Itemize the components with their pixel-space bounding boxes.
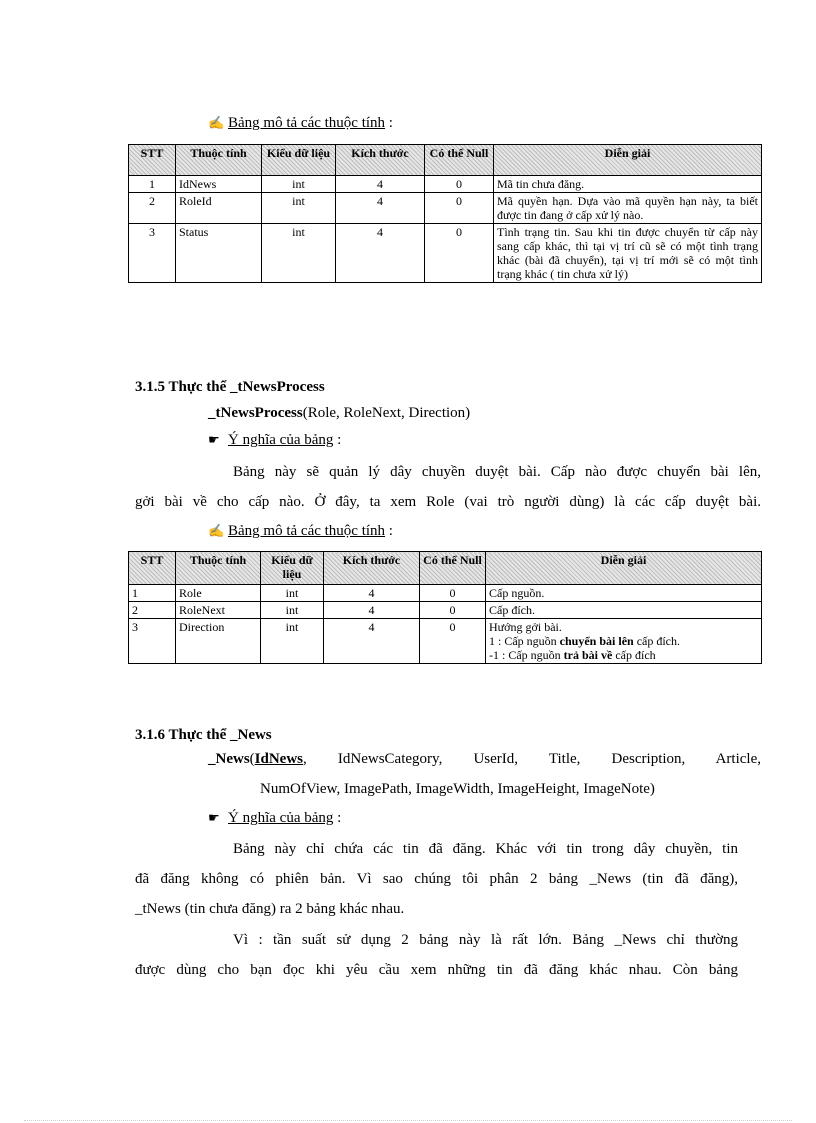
cell-description	[486, 619, 762, 664]
table-header-row	[129, 145, 762, 176]
attributes-table-1	[128, 144, 762, 283]
cell-size: 4	[336, 176, 425, 193]
cell-stt: 1	[129, 585, 176, 602]
attributes-table-2	[128, 551, 762, 664]
direction-desc-line: Hướng gởi bài.	[489, 620, 562, 634]
cell-nullable: 0	[425, 176, 494, 193]
cell-nullable: 0	[420, 602, 486, 619]
section-3-1-6-heading: 3.1.6 Thực thể _News	[135, 727, 272, 743]
cell-stt: 3	[129, 224, 176, 283]
cell-description: Cấp nguồn.	[486, 585, 762, 602]
direction-desc-line: -1 : Cấp nguồn trả bài về cấp đích	[489, 648, 656, 662]
page-bottom-rule	[24, 1120, 792, 1121]
pointing-hand-icon: ☛	[208, 432, 220, 447]
meaning-caption-1: ☛ Ý nghĩa của bảng :	[208, 432, 342, 448]
table-row	[129, 602, 762, 619]
header-size: Kích thước	[336, 145, 425, 176]
header-datatype: Kiểu dữ liệu	[262, 145, 336, 176]
cell-attribute: Status	[176, 224, 262, 283]
cell-datatype: int	[261, 585, 324, 602]
table-row	[129, 193, 762, 224]
cell-attribute: RoleNext	[176, 602, 261, 619]
header-stt: STT	[129, 145, 176, 176]
cell-size: 4	[324, 585, 420, 602]
section-3-1-5-heading: 3.1.5 Thực thể _tNewsProcess	[135, 379, 325, 395]
header-size: Kích thước	[324, 552, 420, 585]
header-description: Diễn giải	[494, 145, 762, 176]
entity-fields: , IdNewsCategory, UserId, Title, Description, Article,	[303, 751, 761, 767]
table-row	[129, 224, 762, 283]
cell-nullable: 0	[425, 224, 494, 283]
writing-hand-icon: ✍	[208, 523, 225, 538]
header-description: Diễn giải	[486, 552, 762, 585]
cell-stt: 2	[129, 193, 176, 224]
cell-size: 4	[336, 193, 425, 224]
entity-signature	[208, 398, 470, 428]
cell-datatype: int	[262, 193, 336, 224]
header-attribute: Thuộc tính	[176, 145, 262, 176]
paragraph-line: Bảng này chỉ chứa các tin đã đăng. Khác với tin trong dây chuyền, tin	[233, 841, 738, 857]
entity-fields: (Role, RoleNext, Direction)	[302, 405, 471, 421]
meaning-label: Ý nghĩa của bảng	[228, 432, 334, 448]
direction-desc-line: 1 : Cấp nguồn chuyển bài lên cấp đích.	[489, 634, 680, 648]
pointing-hand-icon: ☛	[208, 810, 220, 825]
paragraph-line: gởi bài về cho cấp nào. Ở đây, ta xem Role (vai trò người dùng) là các cấp duyệt bài.	[135, 494, 761, 510]
entity-name: _tNewsProcess	[208, 405, 303, 421]
cell-size: 4	[336, 224, 425, 283]
header-datatype: Kiểu dữ liệu	[261, 552, 324, 585]
cell-datatype: int	[261, 602, 324, 619]
entity-name: _News	[208, 751, 250, 767]
cell-nullable: 0	[425, 193, 494, 224]
cell-attribute: IdNews	[176, 176, 262, 193]
paragraph-line: Bảng này sẽ quản lý dây chuyền duyệt bài. Cấp nào được chuyển bài lên,	[233, 464, 761, 480]
table1-caption: ✍ Bảng mô tả các thuộc tính :	[208, 115, 393, 131]
cell-datatype: int	[261, 619, 324, 664]
cell-nullable: 0	[420, 585, 486, 602]
paragraph-line: Vì : tần suất sử dụng 2 bảng này là rất lớn. Bảng _News chỉ thường	[233, 932, 738, 948]
writing-hand-icon: ✍	[208, 115, 225, 130]
cell-description: Cấp đích.	[486, 602, 762, 619]
header-nullable: Có thể Null	[425, 145, 494, 176]
cell-size: 4	[324, 619, 420, 664]
cell-stt: 1	[129, 176, 176, 193]
cell-description: Mã tin chưa đăng.	[494, 176, 762, 193]
header-attribute: Thuộc tính	[176, 552, 261, 585]
cell-stt: 2	[129, 602, 176, 619]
table1-caption-text: Bảng mô tả các thuộc tính	[228, 115, 386, 131]
cell-attribute: RoleId	[176, 193, 262, 224]
cell-description: Tình trạng tin. Sau khi tin được chuyển từ cấp này sang cấp khác, thì tại vị trí cũ sẽ có một tình trạng khác (bài đã chuyển), tại vị trí mới sẽ có một tình trạng khác ( tin chưa xử lý)	[494, 224, 762, 283]
header-stt: STT	[129, 552, 176, 585]
cell-attribute: Direction	[176, 619, 261, 664]
meaning-label: Ý nghĩa của bảng	[228, 810, 334, 826]
cell-attribute: Role	[176, 585, 261, 602]
table-row	[129, 619, 762, 664]
entity-fields-continued: NumOfView, ImagePath, ImageWidth, ImageHeight, ImageNote)	[260, 781, 655, 797]
cell-nullable: 0	[420, 619, 486, 664]
cell-stt: 3	[129, 619, 176, 664]
meaning-caption-2: ☛ Ý nghĩa của bảng :	[208, 810, 342, 826]
header-nullable: Có thể Null	[420, 552, 486, 585]
cell-size: 4	[324, 602, 420, 619]
paragraph-line: _tNews (tin chưa đăng) ra 2 bảng khác nhau.	[135, 901, 405, 917]
entity-signature: _News(IdNews, IdNewsCategory, UserId, Title, Description, Article,	[208, 751, 761, 767]
cell-datatype: int	[262, 224, 336, 283]
cell-description: Mã quyền hạn. Dựa vào mã quyền hạn này, ta biết được tin đang ở cấp xử lý nào.	[494, 193, 762, 224]
table-row	[129, 585, 762, 602]
table-header-row	[129, 552, 762, 585]
cell-datatype: int	[262, 176, 336, 193]
entity-key: IdNews	[254, 751, 304, 767]
paragraph-line: đã đăng không có phiên bản. Vì sao chúng tôi phân 2 bảng _News (tin đã đăng),	[135, 871, 738, 887]
paragraph-line: được dùng cho bạn đọc khi yêu cầu xem những tin đã đăng khác nhau. Còn bảng	[135, 962, 738, 978]
table2-caption: ✍ Bảng mô tả các thuộc tính :	[208, 523, 393, 539]
table2-caption-text: Bảng mô tả các thuộc tính	[228, 523, 386, 539]
table-row	[129, 176, 762, 193]
